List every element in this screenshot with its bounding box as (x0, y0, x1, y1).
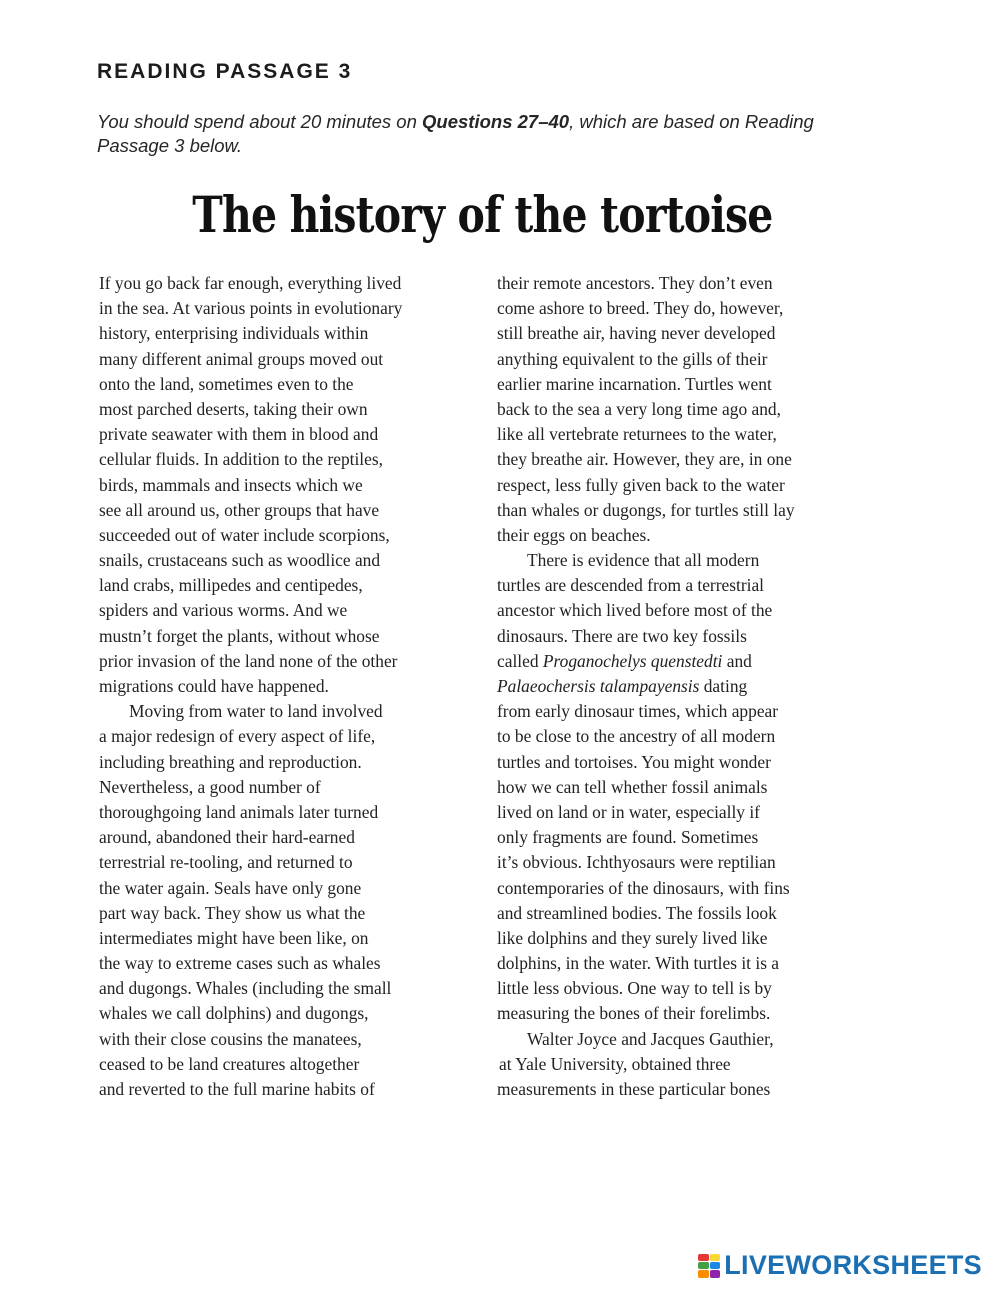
text-line: dolphins, in the water. With turtles it is a (497, 953, 780, 974)
text-line: and dugongs. Whales (including the small (99, 978, 392, 999)
species-name: Palaeochersis talampayensis (497, 676, 700, 696)
text-line (497, 649, 877, 674)
text-line: and reverted to the full marine habits of (99, 1079, 375, 1099)
text-line: like dolphins and they surely lived like (497, 927, 768, 948)
left-column (99, 271, 479, 1102)
text-line: ancestor which lived before most of the (497, 600, 773, 621)
text-fragment: dating (699, 676, 748, 696)
text-line: the way to extreme cases such as whales (99, 953, 381, 974)
liveworksheets-brand (698, 1250, 982, 1281)
text-line: little less obvious. One way to tell is by (497, 978, 772, 999)
text-line: most parched deserts, taking their own (99, 398, 368, 419)
text-line: only fragments are found. Sometimes (497, 827, 759, 848)
text-line: birds, mammals and insects which we (99, 474, 363, 495)
text-line: respect, less fully given back to the water (497, 474, 785, 495)
text-line: like all vertebrate returnees to the water, (497, 424, 777, 445)
text-line: their eggs on beaches. (497, 524, 651, 545)
text-line: history, enterprising individuals within (99, 323, 369, 344)
article-title: The history of the tortoise (192, 185, 773, 244)
text-line: the water again. Seals have only gone (99, 877, 362, 898)
brand-name: LIVEWORKSHEETS (724, 1250, 982, 1280)
text-line: many different animal groups moved out (99, 348, 384, 369)
instructions-text-start: You should spend about 20 minutes on (97, 111, 423, 132)
text-line: spiders and various worms. And we (99, 600, 348, 621)
text-line: cellular fluids. In addition to the reptiles, (99, 449, 383, 470)
text-line: from early dinosaur times, which appear (497, 701, 779, 722)
text-line: to be close to the ancestry of all modern (497, 726, 776, 747)
text-line: and streamlined bodies. The fossils look (497, 902, 777, 923)
text-line: If you go back far enough, everything lived (99, 273, 402, 293)
text-line: measurements in these particular bones (497, 1079, 771, 1099)
text-line: earlier marine incarnation. Turtles went (497, 373, 772, 394)
text-line: with their close cousins the manatees, (99, 1028, 362, 1049)
text-line: turtles are descended from a terrestrial (497, 575, 765, 596)
text-line: they breathe air. However, they are, in one (497, 449, 792, 470)
text-line: come ashore to breed. They do, however, (497, 298, 784, 319)
text-line: than whales or dugongs, for turtles still lay (497, 499, 795, 520)
text-line: snails, crustaceans such as woodlice and (99, 550, 381, 571)
text-line: their remote ancestors. They don’t even (497, 273, 773, 293)
instructions-questions: Questions 27–40 (422, 111, 570, 132)
logo-block (698, 1270, 709, 1277)
text-line: dinosaurs. There are two key fossils (497, 625, 747, 646)
text-line: succeeded out of water include scorpions, (99, 524, 390, 545)
logo-block (710, 1254, 721, 1261)
instructions (97, 110, 877, 158)
text-line: at Yale University, obtained three (499, 1053, 731, 1074)
text-line: turtles and tortoises. You might wonder (497, 751, 771, 772)
text-line: land crabs, millipedes and centipedes, (99, 575, 363, 596)
text-line (497, 674, 877, 699)
text-line: a major redesign of every aspect of life, (99, 726, 376, 747)
text-line: intermediates might have been like, on (99, 927, 369, 948)
text-line: Nevertheless, a good number of (99, 776, 321, 797)
text-line: measuring the bones of their forelimbs. (497, 1003, 771, 1024)
logo-block (698, 1262, 709, 1269)
section-label: READING PASSAGE 3 (97, 60, 353, 83)
logo-block (710, 1270, 721, 1277)
text-line: prior invasion of the land none of the other (99, 650, 398, 671)
text-line: anything equivalent to the gills of their (497, 348, 768, 369)
text-line: it’s obvious. Ichthyosaurs were reptilian (497, 852, 776, 873)
text-line: contemporaries of the dinosaurs, with fins (497, 877, 790, 898)
text-fragment: and (722, 650, 752, 671)
text-line: terrestrial re-tooling, and returned to (99, 852, 353, 873)
text-line: migrations could have happened. (99, 676, 329, 696)
instructions-text-end: , which are based on Reading Passage 3 below. (97, 111, 814, 156)
text-fragment: called (497, 650, 543, 671)
text-line: private seawater with them in blood and (99, 424, 379, 445)
text-line: in the sea. At various points in evolutionary (99, 298, 403, 319)
text-line: around, abandoned their hard-earned (99, 827, 355, 848)
text-line: mustn’t forget the plants, without whose (99, 625, 380, 646)
text-line: ceased to be land creatures altogether (99, 1053, 360, 1074)
logo-block (698, 1254, 709, 1261)
text-line: see all around us, other groups that have (99, 499, 380, 520)
paragraph-start-line: Moving from water to land involved (129, 701, 383, 722)
liveworksheets-logo-icon (698, 1254, 720, 1278)
logo-block (710, 1262, 721, 1269)
text-line: back to the sea a very long time ago and, (497, 398, 781, 419)
text-line: including breathing and reproduction. (99, 751, 362, 772)
text-line: how we can tell whether fossil animals (497, 776, 768, 797)
species-name: Proganochelys quenstedti (542, 650, 723, 671)
text-line: onto the land, sometimes even to the (99, 373, 354, 394)
text-line: thoroughgoing land animals later turned (99, 801, 379, 822)
text-line: still breathe air, having never developed (497, 323, 776, 344)
paragraph-start-line: There is evidence that all modern (527, 550, 760, 571)
text-line: lived on land or in water, especially if (497, 801, 760, 822)
text-line: part way back. They show us what the (99, 902, 366, 923)
paragraph-start-line: Walter Joyce and Jacques Gauthier, (527, 1028, 774, 1049)
right-column (497, 271, 877, 1102)
text-line: whales we call dolphins) and dugongs, (99, 1003, 369, 1024)
